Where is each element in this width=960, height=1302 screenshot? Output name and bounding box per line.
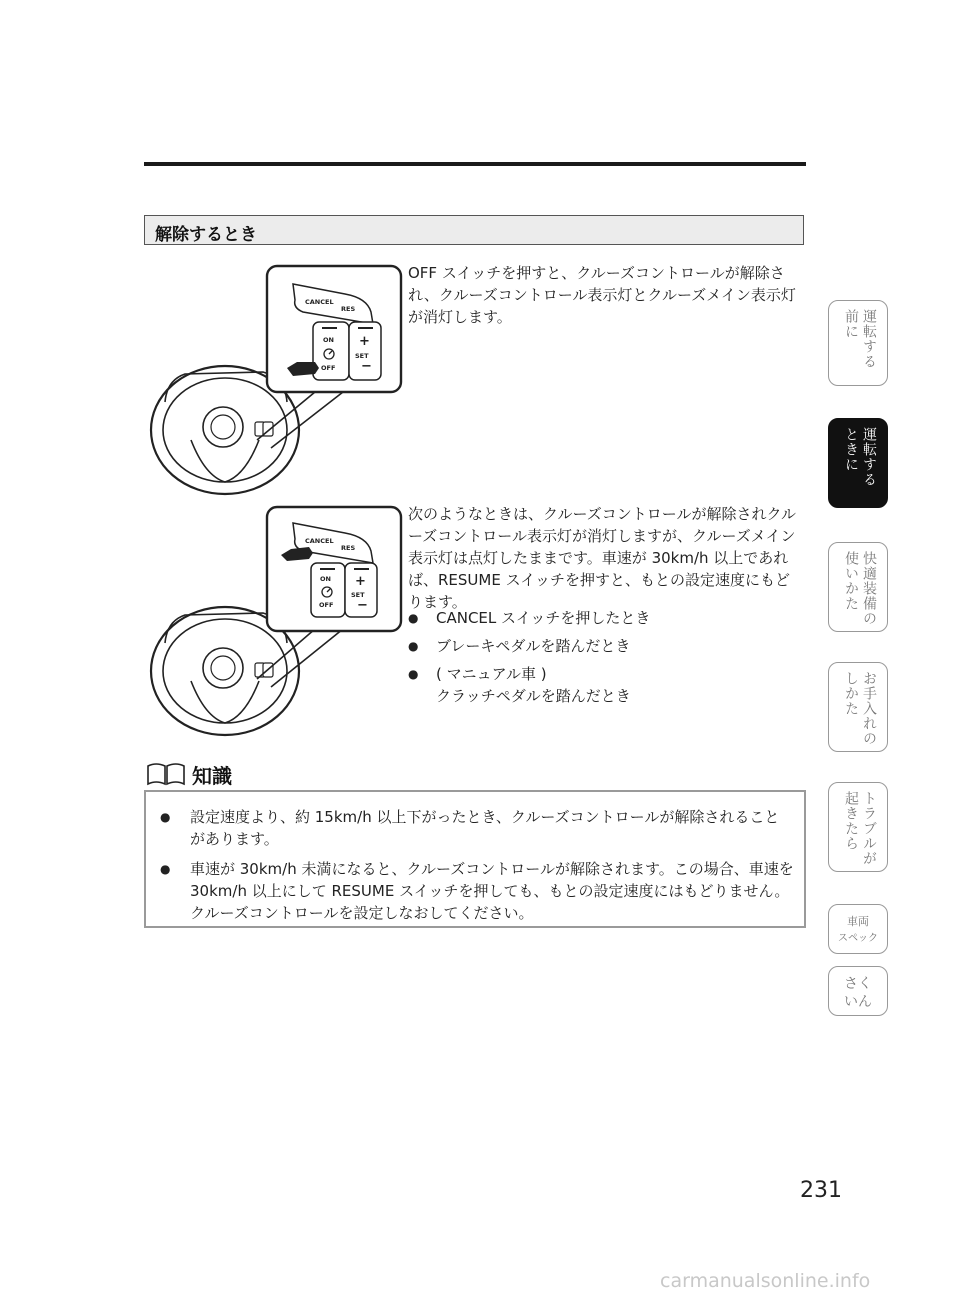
tab-while-driving[interactable]: 運転する ときに [828,418,888,508]
watermark: carmanualsonline.info [660,1270,871,1292]
set-label: SET [355,352,369,360]
paragraph-cancel-conditions: 次のようなときは、クルーズコントロールが解除されクルーズコントロール表示灯が消灯しますが、クルーズメイン表示灯は点灯したままです。車速が 30km/h 以上であれば、RESUME スイッチを押すと、もとの設定速度にもどります。 [408,505,797,611]
cancel-condition-list [408,607,804,713]
list-item: ● 設定速度より、約 15km/h 以上下がったとき、クルーズコントロールが解除されることがあります。 [160,806,794,850]
list-item: ● ( マニュアル車 ) クラッチペダルを踏んだとき [408,663,804,707]
steering-wheel-off-illustration [145,262,405,502]
cancel-label: CANCEL [305,537,334,545]
tab-index[interactable]: さく いん [828,966,888,1016]
svg-text:+: + [359,334,370,349]
knowledge-title: 知識 [192,764,232,788]
res-label: RES [341,544,356,552]
paragraph-off-switch: OFF スイッチを押すと、クルーズコントロールが解除され、クルーズコントロール表示灯とクルーズメイン表示灯が消灯します。 [408,264,796,326]
steering-wheel-cancel-illustration [145,503,405,743]
list-item: ● 車速が 30km/h 未満になると、クルーズコントロールが解除されます。この場合、車速を 30km/h 以上にして RESUME スイッチを押しても、もとの設定速度にはもどりません。クルーズコントロールを設定しなおしてください。 [160,858,794,924]
list-item: ● CANCEL スイッチを押したとき [408,607,804,629]
tab-before-driving[interactable]: 運転する 前に [828,300,888,386]
off-label: OFF [321,364,336,372]
list-item: ● ブレーキペダルを踏んだとき [408,635,804,657]
svg-text:−: − [357,598,368,613]
off-label: OFF [319,601,334,609]
book-icon [146,762,186,786]
on-label: ON [323,336,334,344]
top-rule [144,162,806,166]
set-label: SET [351,591,365,599]
page-number: 231 [800,1178,842,1203]
knowledge-box [144,790,806,928]
res-label: RES [341,305,356,313]
section-title: 解除するとき [155,225,257,245]
svg-text:−: − [361,359,372,374]
tab-comfort-features[interactable]: 快適装備の 使いかた [828,542,888,632]
tab-troubleshooting[interactable]: トラブルが 起きたら [828,782,888,872]
section-heading [144,215,804,245]
tab-maintenance[interactable]: お手入れの しかた [828,662,888,752]
cancel-label: CANCEL [305,298,334,306]
tab-specifications[interactable]: 車両 スペック [828,904,888,954]
on-label: ON [320,575,331,583]
svg-text:+: + [355,574,366,589]
